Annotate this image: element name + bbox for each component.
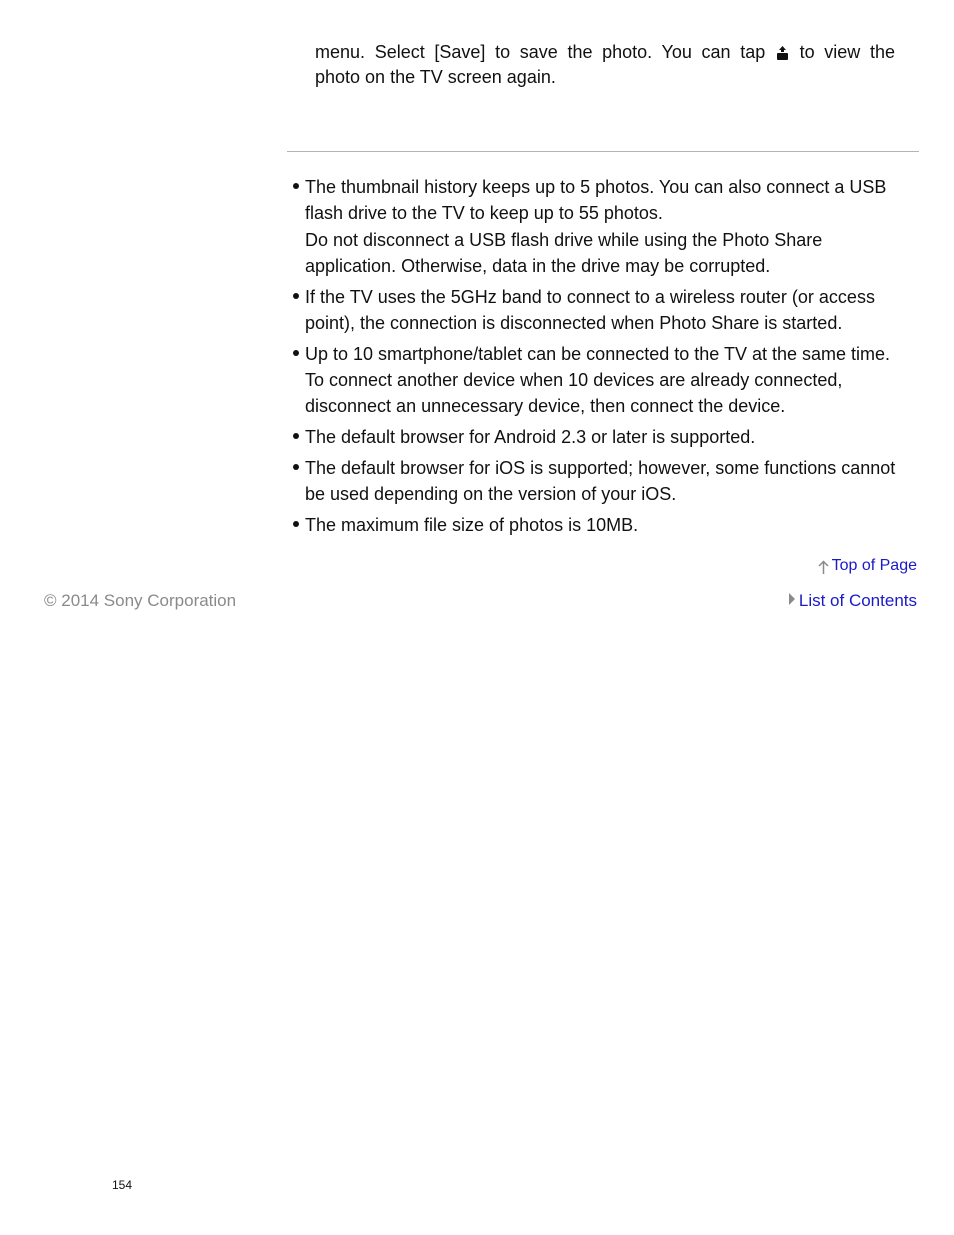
- top-of-page-link[interactable]: [818, 556, 917, 576]
- intro-line-1: [315, 40, 895, 65]
- note-item: [292, 341, 922, 420]
- note-line: The default browser for iOS is supported; however, some functions cannot: [305, 457, 896, 478]
- note-item: [292, 424, 922, 450]
- intro-text-before-icon: menu. Select [Save] to save the photo. You can tap: [315, 42, 766, 62]
- note-line: The default browser for Android 2.3 or later is supported.: [305, 427, 756, 448]
- notes-list: [292, 174, 922, 543]
- copyright-text: © 2014 Sony Corporation: [44, 591, 237, 610]
- note-line: disconnect an unnecessary device, then connect the device.: [305, 396, 786, 417]
- bullet-icon: [293, 521, 299, 527]
- list-of-contents-label: List of Contents: [798, 591, 917, 610]
- bullet-icon: [293, 350, 299, 356]
- note-line: If the TV uses the 5GHz band to connect to a wireless router (or access: [305, 286, 875, 307]
- note-line: flash drive to the TV to keep up to 55 photos.: [305, 203, 663, 224]
- note-line: To connect another device when 10 devices are already connected,: [305, 370, 843, 391]
- note-line: point), the connection is disconnected when Photo Share is started.: [305, 312, 843, 333]
- intro-text-after-icon: to view the: [799, 42, 895, 62]
- note-line: be used depending on the version of your iOS.: [305, 484, 677, 505]
- page-number: 154: [112, 1178, 133, 1192]
- intro-line-2: photo on the TV screen again.: [315, 67, 556, 87]
- note-item: [292, 455, 922, 508]
- triangle-right-icon: [789, 593, 795, 605]
- intro-paragraph: [315, 40, 895, 90]
- section-divider: [287, 151, 919, 152]
- arrow-up-icon: [818, 560, 829, 574]
- note-line: Up to 10 smartphone/tablet can be connected to the TV at the same time.: [305, 343, 891, 364]
- note-item: [292, 512, 922, 538]
- note-item: [292, 284, 922, 337]
- note-item: [292, 174, 922, 279]
- bullet-icon: [293, 433, 299, 439]
- bullet-icon: [293, 183, 299, 189]
- note-line: application. Otherwise, data in the drive may be corrupted.: [305, 255, 771, 276]
- tv-upload-icon: [777, 42, 788, 56]
- top-of-page-label: Top of Page: [831, 557, 917, 574]
- note-line: Do not disconnect a USB flash drive while using the Photo Share: [305, 229, 823, 250]
- note-line: The thumbnail history keeps up to 5 photos. You can also connect a USB: [305, 177, 887, 197]
- note-line: The maximum file size of photos is 10MB.: [305, 515, 639, 536]
- list-of-contents-link[interactable]: [789, 590, 917, 612]
- bullet-icon: [293, 293, 299, 299]
- bullet-icon: [293, 464, 299, 470]
